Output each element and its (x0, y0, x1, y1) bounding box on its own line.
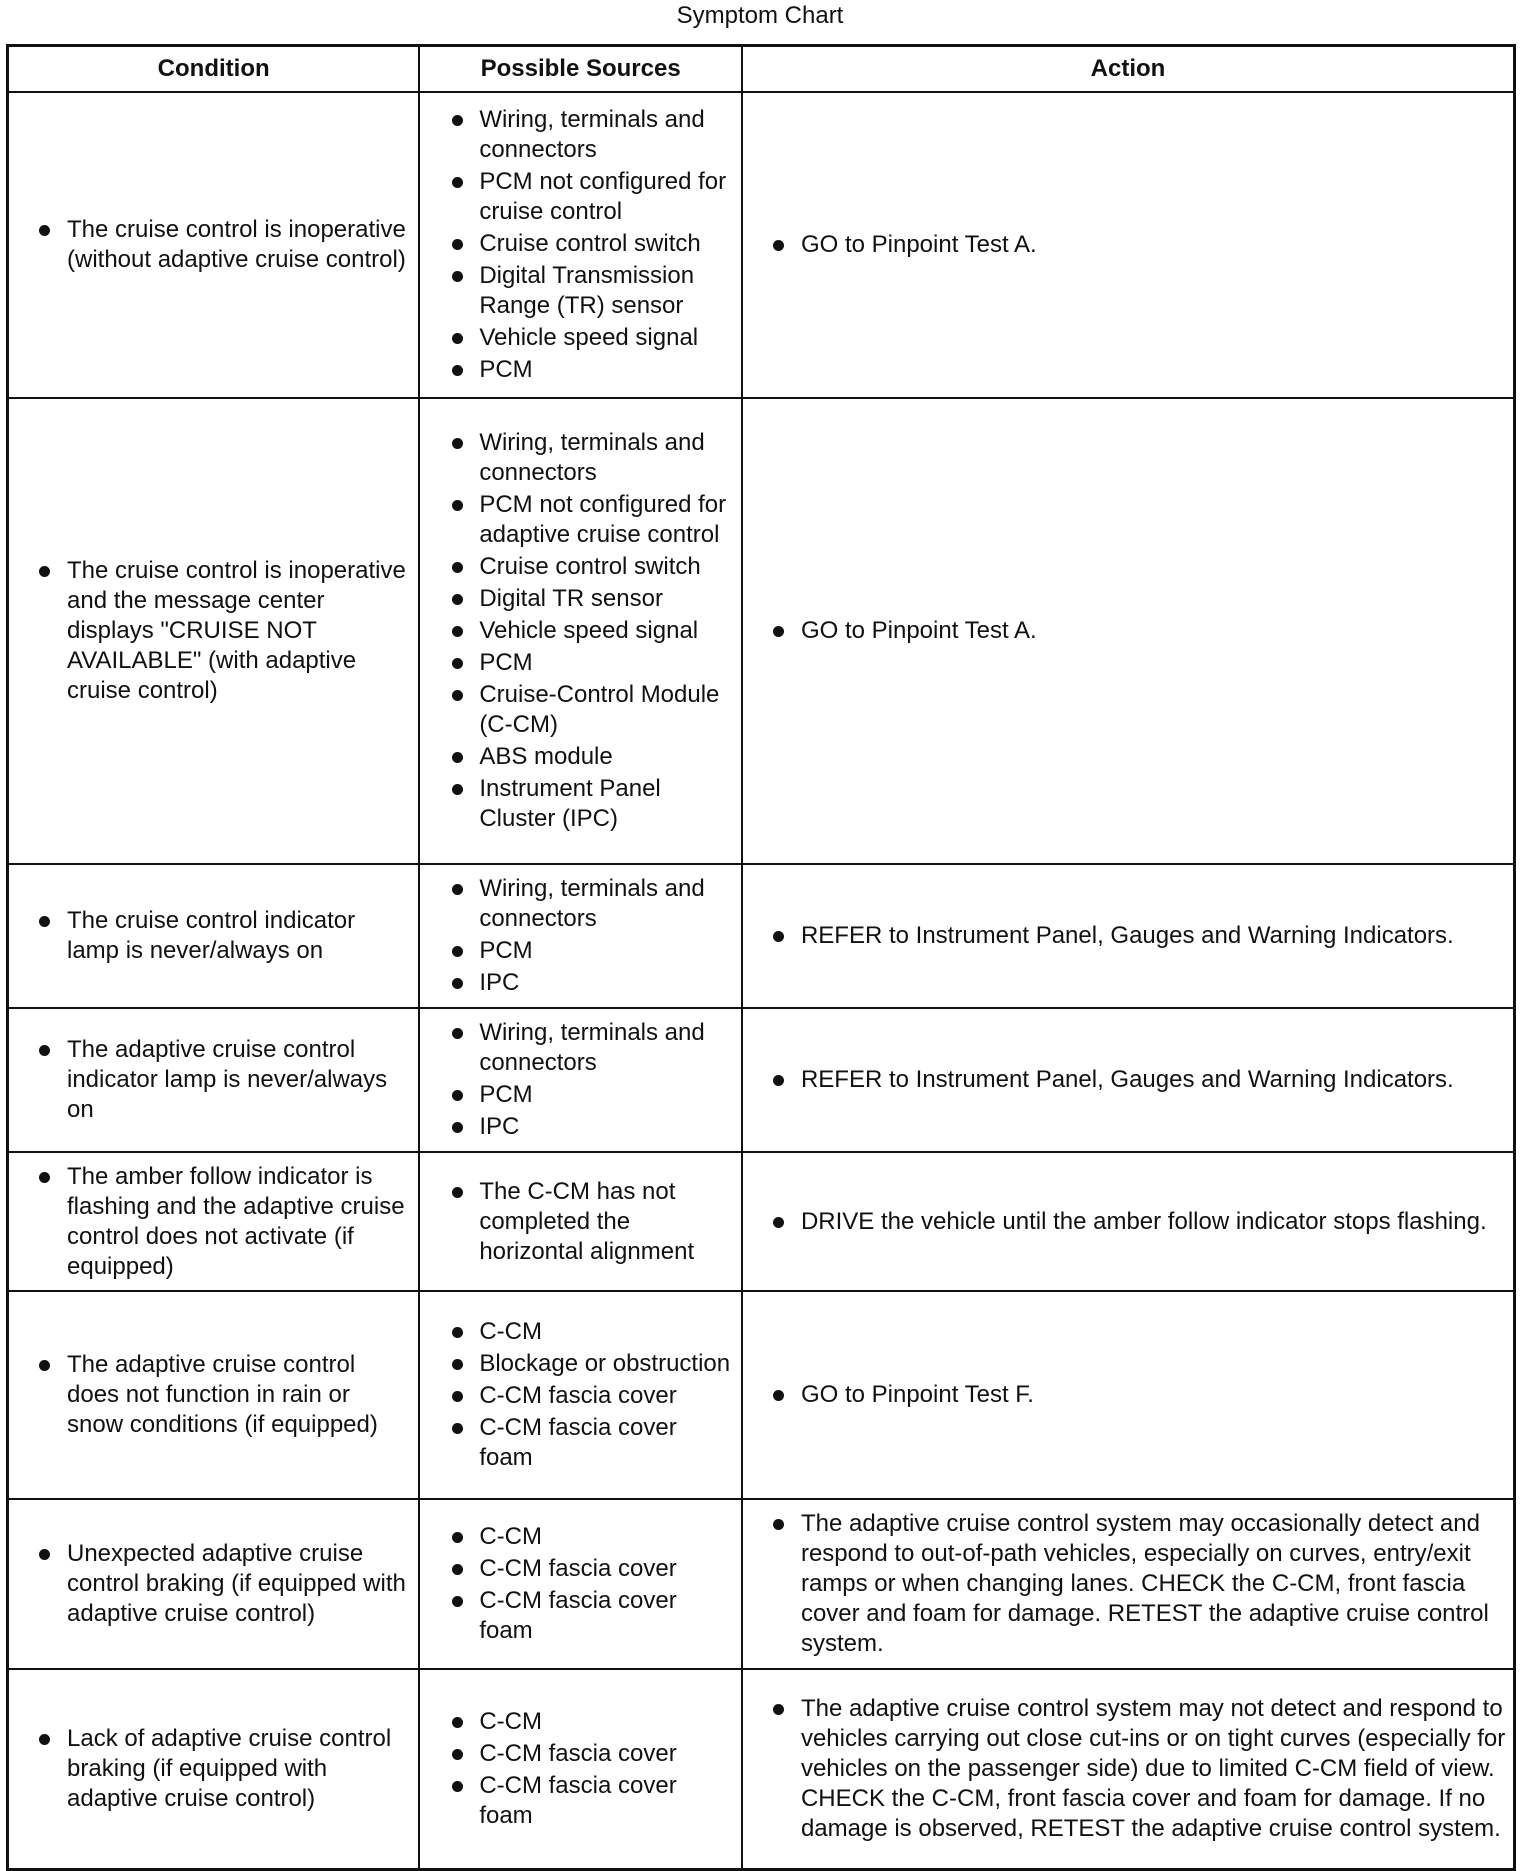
source-item (426, 1018, 735, 1078)
source-item (426, 229, 735, 259)
bullet-icon (773, 1704, 784, 1715)
condition-cell (8, 864, 420, 1008)
source-item-text: ABS module (479, 743, 613, 770)
source-item-text: PCM not configured for cruise control (479, 168, 727, 225)
source-item (426, 105, 735, 165)
condition-item-text: The amber follow indicator is flashing and the adaptive cruise control does not activate (if equipped) (67, 1162, 405, 1280)
bullet-icon (773, 1390, 784, 1401)
source-item-text: Digital Transmission Range (TR) sensor (479, 262, 695, 319)
sources-list (426, 1018, 735, 1142)
action-list (749, 1509, 1507, 1659)
action-list (749, 616, 1507, 646)
source-item-text: IPC (479, 969, 520, 996)
condition-cell (8, 1499, 420, 1669)
source-item-text: PCM (479, 1081, 533, 1108)
source-item (426, 1739, 735, 1769)
bullet-icon (452, 271, 463, 282)
action-list (749, 1380, 1507, 1410)
source-item (426, 1586, 735, 1646)
bullet-icon (452, 333, 463, 344)
bullet-icon (452, 177, 463, 188)
source-item (426, 1349, 735, 1379)
action-cell (742, 92, 1515, 398)
source-item (426, 742, 735, 772)
action-item-text: GO to Pinpoint Test F. (800, 1381, 1034, 1408)
source-item (426, 1080, 735, 1110)
source-item (426, 1554, 735, 1584)
bullet-icon (39, 1360, 50, 1371)
possible-sources-cell (419, 1669, 742, 1869)
condition-list (15, 1350, 412, 1440)
condition-item (15, 215, 412, 275)
bullet-icon (452, 1327, 463, 1338)
bullet-icon (39, 1045, 50, 1056)
bullet-icon (452, 752, 463, 763)
condition-item-text: Unexpected adaptive cruise control braking (if equipped with adaptive cruise control) (67, 1540, 406, 1627)
condition-list (15, 1035, 412, 1125)
action-item-text: GO to Pinpoint Test A. (800, 617, 1037, 644)
bullet-icon (39, 566, 50, 577)
bullet-icon (452, 1717, 463, 1728)
bullet-icon (39, 1549, 50, 1560)
bullet-icon (452, 784, 463, 795)
source-item (426, 680, 735, 740)
bullet-icon (773, 931, 784, 942)
condition-list (15, 906, 412, 966)
action-item (749, 921, 1507, 951)
action-item (749, 616, 1507, 646)
bullet-icon (452, 1596, 463, 1607)
source-item-text: C-CM fascia cover foam (479, 1587, 677, 1644)
source-item-text: Vehicle speed signal (479, 324, 699, 351)
chart-body (8, 92, 1515, 1869)
source-item-text: PCM not configured for adaptive cruise control (479, 491, 727, 548)
source-item-text: Instrument Panel Cluster (IPC) (479, 775, 661, 832)
source-item-text: Wiring, terminals and connectors (479, 875, 705, 932)
source-item (426, 648, 735, 678)
sources-list (426, 1177, 735, 1267)
condition-cell (8, 92, 420, 398)
source-item (426, 1413, 735, 1473)
source-item (426, 1317, 735, 1347)
action-item-text: DRIVE the vehicle until the amber follow indicator stops flashing. (800, 1207, 1487, 1235)
table-row (8, 1499, 1515, 1669)
bullet-icon (452, 562, 463, 573)
source-item (426, 323, 735, 353)
bullet-icon (452, 1122, 463, 1133)
possible-sources-cell (419, 1008, 742, 1152)
action-item-text: GO to Pinpoint Test A. (800, 231, 1037, 258)
source-item (426, 490, 735, 550)
condition-cell (8, 1008, 420, 1152)
action-cell (742, 1008, 1515, 1152)
bullet-icon (452, 1532, 463, 1543)
bullet-icon (39, 916, 50, 927)
source-item-text: Vehicle speed signal (479, 617, 699, 644)
table-row (8, 864, 1515, 1008)
source-item-text: Cruise-Control Module (C-CM) (479, 681, 720, 738)
condition-item-text: The adaptive cruise control indicator lamp is never/always on (67, 1036, 388, 1123)
bullet-icon (452, 690, 463, 701)
source-item-text: Blockage or obstruction (479, 1350, 731, 1377)
sources-list (426, 874, 735, 998)
bullet-icon (452, 438, 463, 449)
bullet-icon (452, 978, 463, 989)
bullet-icon (773, 626, 784, 637)
action-item (749, 1207, 1507, 1237)
source-item-text: Wiring, terminals and connectors (479, 1019, 705, 1076)
bullet-icon (452, 500, 463, 511)
condition-list (15, 1539, 412, 1629)
source-item-text: Wiring, terminals and connectors (479, 429, 705, 486)
bullet-icon (452, 1781, 463, 1792)
condition-cell (8, 1291, 420, 1499)
possible-sources-cell (419, 92, 742, 398)
bullet-icon (452, 1187, 463, 1198)
bullet-icon (773, 1217, 784, 1228)
action-cell (742, 1291, 1515, 1499)
symptom-chart-table (6, 44, 1516, 1871)
action-list (749, 1694, 1507, 1844)
action-cell (742, 398, 1515, 864)
source-item-text: PCM (479, 356, 533, 383)
source-item-text: C-CM (479, 1318, 542, 1345)
column-header-action: Action (742, 46, 1515, 93)
source-item (426, 1112, 735, 1142)
action-item-text: The adaptive cruise control system may occasionally detect and respond to out-of-path vehicles, especially on curves, entry/exit ramps or when changing lanes. CHECK the C-CM, front fascia cover and foam for damage. RETEST the adaptive cruise control system. (800, 1510, 1489, 1657)
source-item (426, 616, 735, 646)
condition-item (15, 906, 412, 966)
condition-item (15, 1724, 412, 1814)
source-item-text: Wiring, terminals and connectors (479, 106, 705, 163)
possible-sources-cell (419, 864, 742, 1008)
source-item (426, 428, 735, 488)
condition-item-text: The cruise control is inoperative (without adaptive cruise control) (67, 216, 406, 273)
source-item-text: C-CM fascia cover foam (479, 1414, 677, 1471)
condition-list (15, 215, 412, 275)
source-item (426, 874, 735, 934)
bullet-icon (452, 115, 463, 126)
action-item (749, 1065, 1507, 1095)
condition-item (15, 1350, 412, 1440)
action-list (749, 921, 1507, 951)
source-item (426, 1381, 735, 1411)
condition-item (15, 1035, 412, 1125)
bullet-icon (39, 1734, 50, 1745)
sources-list (426, 1707, 735, 1831)
source-item (426, 968, 735, 998)
table-row (8, 92, 1515, 398)
source-item-text: C-CM (479, 1707, 542, 1735)
possible-sources-cell (419, 1291, 742, 1499)
bullet-icon (452, 946, 463, 957)
source-item (426, 774, 735, 834)
action-cell (742, 1152, 1515, 1291)
bullet-icon (452, 239, 463, 250)
source-item (426, 355, 735, 385)
source-item-text: PCM (479, 649, 533, 676)
source-item (426, 552, 735, 582)
bullet-icon (452, 1391, 463, 1402)
action-item-text: The adaptive cruise control system may not detect and respond to vehicles carrying out close cut-ins or on tight curves (especially for vehicles on the passenger side) due to limited C-CM field of view. CHECK the C-CM, front fascia cover and foam for damage. If no damage is observed, RETEST the adaptive cruise control system. (800, 1694, 1506, 1842)
column-header-condition: Condition (8, 46, 420, 93)
page-title: Symptom Chart (676, 2, 844, 29)
bullet-icon (39, 1172, 50, 1183)
source-item-text: Digital TR sensor (479, 585, 663, 612)
action-list (749, 230, 1507, 260)
bullet-icon (452, 1028, 463, 1039)
bullet-icon (452, 626, 463, 637)
action-cell (742, 864, 1515, 1008)
source-item-text: C-CM fascia cover (479, 1555, 677, 1582)
source-item (426, 1707, 735, 1737)
bullet-icon (452, 594, 463, 605)
action-list (749, 1065, 1507, 1095)
table-row (8, 1008, 1515, 1152)
source-item (426, 936, 735, 966)
condition-item (15, 1539, 412, 1629)
bullet-icon (452, 658, 463, 669)
source-item-text: Cruise control switch (479, 553, 701, 580)
condition-cell (8, 398, 420, 864)
possible-sources-cell (419, 1152, 742, 1291)
action-list (749, 1207, 1507, 1237)
possible-sources-cell (419, 1499, 742, 1669)
sources-list (426, 1522, 735, 1646)
condition-cell (8, 1152, 420, 1291)
bullet-icon (452, 1749, 463, 1760)
source-item-text: C-CM fascia cover (479, 1739, 677, 1767)
source-item-text: C-CM fascia cover (479, 1382, 677, 1409)
condition-item-text: The adaptive cruise control does not function in rain or snow conditions (if equipped) (67, 1351, 378, 1438)
condition-cell (8, 1669, 420, 1869)
condition-item-text: The cruise control is inoperative and the message center displays "CRUISE NOT AVAILABLE" (with adaptive cruise control) (67, 557, 406, 704)
possible-sources-cell (419, 398, 742, 864)
bullet-icon (452, 1359, 463, 1370)
bullet-icon (452, 1564, 463, 1575)
bullet-icon (452, 365, 463, 376)
bullet-icon (452, 1090, 463, 1101)
condition-item-text: The cruise control indicator lamp is never/always on (67, 907, 356, 964)
source-item (426, 1771, 735, 1831)
condition-list (15, 1724, 412, 1814)
action-cell (742, 1499, 1515, 1669)
bullet-icon (773, 1075, 784, 1086)
condition-item (15, 1162, 412, 1282)
bullet-icon (452, 1423, 463, 1434)
condition-list (15, 556, 412, 706)
table-row (8, 398, 1515, 864)
source-item-text: C-CM fascia cover foam (479, 1771, 677, 1829)
source-item-text: IPC (479, 1113, 520, 1140)
source-item-text: Cruise control switch (479, 230, 701, 257)
action-item (749, 230, 1507, 260)
source-item-text: PCM (479, 937, 533, 964)
source-item (426, 1177, 735, 1267)
sources-list (426, 1317, 735, 1473)
source-item (426, 584, 735, 614)
action-cell (742, 1669, 1515, 1869)
action-item (749, 1509, 1507, 1659)
bullet-icon (773, 240, 784, 251)
table-row (8, 1291, 1515, 1499)
source-item (426, 167, 735, 227)
action-item (749, 1694, 1507, 1844)
source-item (426, 261, 735, 321)
column-header-possible-sources: Possible Sources (419, 46, 742, 93)
action-item (749, 1380, 1507, 1410)
condition-list (15, 1162, 412, 1282)
sources-list (426, 105, 735, 385)
bullet-icon (773, 1519, 784, 1530)
source-item (426, 1522, 735, 1552)
action-item-text: REFER to Instrument Panel, Gauges and Warning Indicators. (800, 1066, 1454, 1093)
condition-item-text: Lack of adaptive cruise control braking (if equipped with adaptive cruise control) (67, 1724, 392, 1812)
action-item-text: REFER to Instrument Panel, Gauges and Warning Indicators. (800, 922, 1454, 949)
source-item-text: C-CM (479, 1523, 542, 1550)
table-row (8, 1152, 1515, 1291)
header-row (8, 46, 1515, 93)
bullet-icon (39, 225, 50, 236)
source-item-text: The C-CM has not completed the horizontal alignment (479, 1177, 695, 1265)
sources-list (426, 428, 735, 834)
bullet-icon (452, 884, 463, 895)
table-row (8, 1669, 1515, 1869)
condition-item (15, 556, 412, 706)
